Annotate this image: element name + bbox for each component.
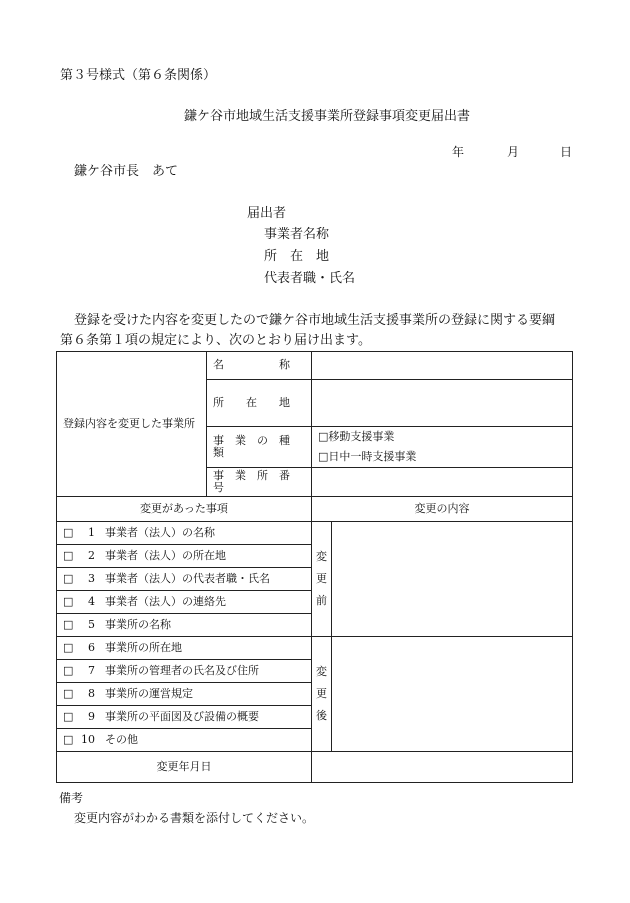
change-item-10[interactable] (57, 729, 312, 752)
change-item-3[interactable] (57, 568, 312, 591)
office-address-field[interactable] (312, 380, 573, 427)
item-label: その他 (105, 732, 138, 746)
after-char: 更 (316, 686, 327, 700)
applicant-name-label: 事業者名称 (264, 227, 330, 242)
form-number: 第３号様式（第６条関係） (60, 68, 217, 83)
checkbox-icon[interactable]: □ (63, 594, 74, 608)
checkbox-icon[interactable]: □ (63, 709, 74, 723)
checkbox-mobility-support[interactable]: □移動支援事業 (318, 430, 395, 443)
item-number: 7 (88, 663, 95, 677)
change-item-6[interactable] (57, 637, 312, 660)
remarks-heading: 備考 (59, 791, 84, 805)
office-header: 登録内容を変更した事業所 (63, 416, 195, 430)
change-item-1[interactable] (57, 522, 312, 545)
item-label: 事業所の名称 (105, 617, 171, 631)
change-content-header: 変更の内容 (312, 497, 573, 522)
changed-items-header: 変更があった事項 (57, 497, 312, 522)
office-name-label: 名 称 (207, 352, 312, 380)
date-day-label: 日 (560, 145, 573, 159)
checkbox-icon[interactable]: □ (63, 732, 74, 746)
after-content-field[interactable] (332, 637, 573, 752)
service-kind-options (312, 427, 573, 468)
item-label: 事業所の運営規定 (105, 686, 193, 700)
service-kind-label: 事 業 の 種 類 (207, 427, 312, 468)
item-number: 10 (81, 732, 95, 746)
after-char: 変 (316, 664, 327, 678)
before-char: 変 (316, 549, 327, 563)
change-date-label: 変更年月日 (57, 752, 312, 783)
item-number: 1 (88, 525, 95, 539)
checkbox-icon[interactable]: □ (63, 525, 74, 539)
item-number: 6 (88, 640, 95, 654)
office-number-label: 事 業 所 番 号 (207, 468, 312, 497)
change-item-8[interactable] (57, 683, 312, 706)
after-label-cell (312, 637, 332, 752)
applicant-rep-label: 代表者職・氏名 (264, 271, 356, 286)
intro-line-2: 第６条第１項の規定により、次のとおり届け出ます。 (60, 333, 371, 348)
intro-line-1: 登録を受けた内容を変更したので鎌ケ谷市地域生活支援事業所の登録に関する要綱 (74, 313, 556, 328)
office-header-cell (57, 352, 207, 497)
item-number: 4 (88, 594, 95, 608)
change-form-table (56, 351, 573, 783)
item-label: 事業者（法人）の所在地 (105, 548, 226, 562)
addressee: 鎌ケ谷市長 あて (74, 164, 179, 179)
change-date-field[interactable] (312, 752, 573, 783)
checkbox-daytime-support[interactable]: □日中一時支援事業 (318, 450, 417, 463)
item-number: 3 (88, 571, 95, 585)
before-label (312, 551, 331, 607)
item-label: 事業所の平面図及び設備の概要 (105, 709, 259, 723)
office-number-field[interactable] (312, 468, 573, 497)
checkbox-icon[interactable]: □ (63, 640, 74, 654)
checkbox-icon[interactable]: □ (63, 686, 74, 700)
checkbox-icon[interactable]: □ (63, 617, 74, 631)
checkbox-icon[interactable]: □ (63, 663, 74, 677)
item-label: 事業者（法人）の連絡先 (105, 594, 226, 608)
applicant-address-label: 所 在 地 (264, 249, 330, 264)
item-number: 9 (88, 709, 95, 723)
change-item-4[interactable] (57, 591, 312, 614)
document-title: 鎌ケ谷市地域生活支援事業所登録事項変更届出書 (184, 109, 471, 124)
item-number: 2 (88, 548, 95, 562)
item-number: 5 (88, 617, 95, 631)
item-label: 事業所の管理者の氏名及び住所 (105, 663, 259, 677)
before-char: 前 (316, 594, 327, 608)
date-month-label: 月 (507, 145, 520, 159)
before-char: 更 (316, 571, 327, 585)
before-content-field[interactable] (332, 522, 573, 637)
item-label: 事業者（法人）の代表者職・氏名 (105, 571, 270, 585)
date-year-label: 年 (452, 145, 465, 159)
change-item-7[interactable] (57, 660, 312, 683)
checkbox-icon[interactable]: □ (63, 548, 74, 562)
change-item-9[interactable] (57, 706, 312, 729)
remarks-text: 変更内容がわかる書類を添付してください。 (74, 811, 315, 825)
item-label: 事業所の所在地 (105, 640, 182, 654)
change-item-5[interactable] (57, 614, 312, 637)
checkbox-icon[interactable]: □ (63, 571, 74, 585)
after-label (312, 666, 331, 722)
applicant-heading: 届出者 (247, 206, 287, 221)
after-char: 後 (316, 709, 327, 723)
office-name-field[interactable] (312, 352, 573, 380)
item-label: 事業者（法人）の名称 (105, 525, 215, 539)
item-number: 8 (88, 686, 95, 700)
change-item-2[interactable] (57, 545, 312, 568)
before-label-cell (312, 522, 332, 637)
office-address-label: 所 在 地 (207, 380, 312, 427)
